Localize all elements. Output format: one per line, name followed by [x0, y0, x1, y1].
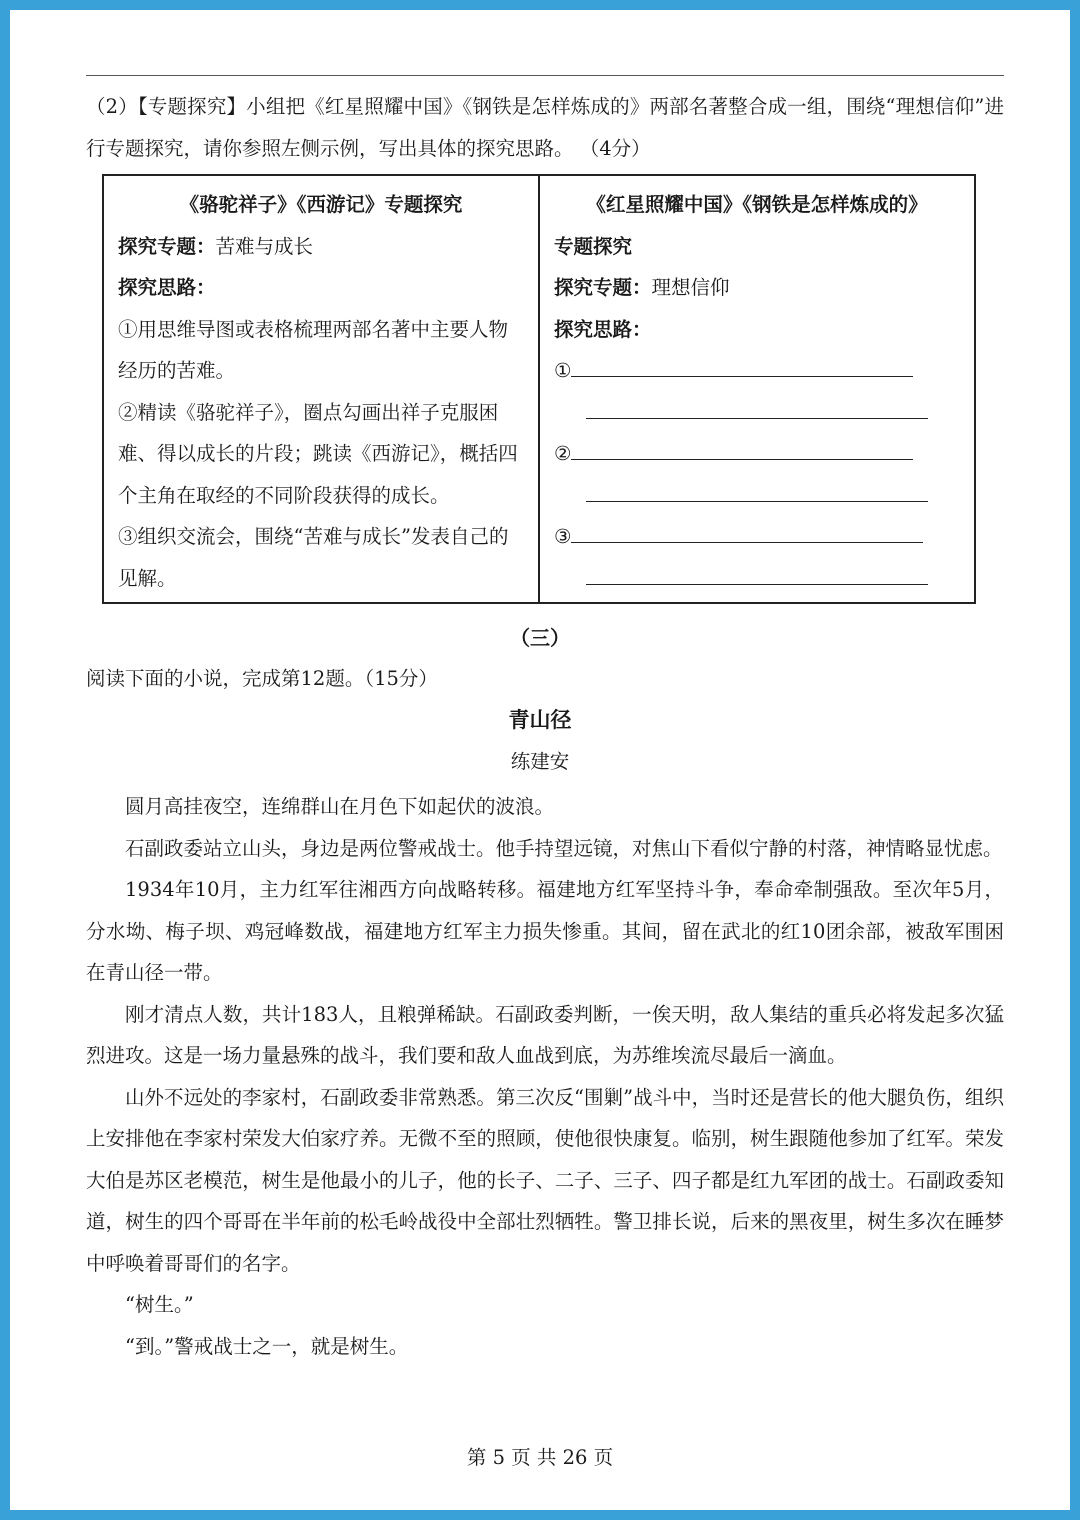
example-title: 《骆驼祥子》《西游记》专题探究	[179, 193, 463, 216]
story-paragraph: “树生。”	[125, 1293, 194, 1316]
section-heading: （三）	[510, 626, 570, 650]
answer-blank-1[interactable]	[554, 350, 960, 392]
exam-page	[10, 10, 1070, 1510]
page-number: 第 5 页 共 26 页	[466, 1446, 614, 1469]
example-step-1: ①用思维导图或表格梳理两部名著中主要人物经历的苦难。	[118, 317, 509, 382]
example-step-2: ②精读《骆驼祥子》，圈点勾画出祥子克服困难、得以成长的片段；跳读《西游记》，概括四个主角在取经的不同阶段获得的成长。	[118, 400, 518, 507]
story-paragraph: 石副政委站立山头，身边是两位警戒战士。他手持望远镜，对焦山下看似宁静的村落，神情略显忧虑。	[125, 836, 1003, 860]
example-step-3: ③组织交流会，围绕“苦难与成长”发表自己的见解。	[118, 525, 509, 590]
story-paragraph: 刚才清点人数，共计183人，且粮弹稀缺。石副政委判断，一俟天明，敌人集结的重兵必将发起多次猛烈进攻。这是一场力量悬殊的战斗，我们要和敌人血战到底，为苏维埃流尽最后一滴血。	[86, 1002, 1004, 1067]
story-paragraph: 1934年10月，主力红军往湘西方向战略转移。福建地方红军坚持斗争，奉命牵制强敌。至次年5月，分水坳、梅子坝、鸡冠峰数战，福建地方红军主力损失惨重。其间，留在武北的红10团余部，被敌军围困在青山径一带。	[86, 878, 1004, 984]
answer-subtitle: 专题探究	[554, 234, 633, 258]
blank-line[interactable]	[571, 435, 913, 460]
reading-instruction: 阅读下面的小说，完成第12题。（15分）	[86, 667, 438, 690]
story-author: 练建安	[510, 750, 570, 773]
answer-mark-3: ③	[554, 525, 572, 548]
answer-mark-2: ②	[554, 442, 572, 465]
example-topic-label: 探究专题：	[118, 234, 216, 258]
story-paragraph: “到。”警戒战士之一，就是树生。	[125, 1334, 409, 1358]
example-approach-label: 探究思路：	[118, 276, 216, 299]
answer-blank-3-cont[interactable]	[554, 558, 960, 600]
answer-approach-label: 探究思路：	[554, 317, 652, 341]
answer-topic-row	[554, 267, 960, 309]
story-body	[86, 786, 1004, 1367]
blank-line[interactable]	[586, 394, 928, 419]
example-cell	[103, 175, 539, 603]
story-paragraph: 山外不远处的李家村，石副政委非常熟悉。第三次反“围剿”战斗中，当时还是营长的他大腿负伤，组织上安排他在李家村荣发大伯家疗养。无微不至的照顾，使他很快康复。临别，树生跟随他参加了红军。荣发大伯是苏区老模范，树生是他最小的儿子，他的长子、二子、三子、四子都是红九军团的战士。石副政委知道，树生的四个哥哥在半年前的松毛岭战役中全部壮烈牺牲。警卫排长说，后来的黑夜里，树生多次在睡梦中呼唤着哥哥们的名字。	[86, 1085, 1004, 1275]
answer-mark-1: ①	[554, 359, 572, 382]
question-2-prompt: （2）【专题探究】小组把《红星照耀中国》《钢铁是怎样炼成的》两部名著整合成一组，围绕“理想信仰”进行专题探究，请你参照左侧示例，写出具体的探究思路。 （4分）	[86, 95, 1004, 160]
example-topic-value: 苦难与成长	[215, 234, 314, 258]
story-title: 青山径	[508, 707, 572, 732]
answer-blank-3[interactable]	[554, 516, 960, 558]
answer-blank-1-cont[interactable]	[554, 392, 960, 434]
story-paragraph: 圆月高挂夜空，连绵群山在月色下如起伏的波浪。	[125, 795, 555, 818]
answer-blank-2-cont[interactable]	[554, 475, 960, 517]
answer-blank-2[interactable]	[554, 433, 960, 475]
blank-line[interactable]	[571, 352, 913, 377]
blank-line[interactable]	[586, 477, 928, 502]
comparison-table	[102, 174, 976, 604]
blank-line[interactable]	[571, 518, 923, 543]
blank-line[interactable]	[586, 560, 928, 585]
answer-topic-value: 理想信仰	[651, 276, 730, 299]
header-rule	[86, 75, 1004, 76]
answer-cell	[539, 175, 975, 603]
example-topic-row	[118, 226, 524, 268]
answer-title: 《红星照耀中国》《钢铁是怎样炼成的》	[586, 193, 928, 216]
answer-topic-label: 探究专题：	[554, 276, 652, 299]
